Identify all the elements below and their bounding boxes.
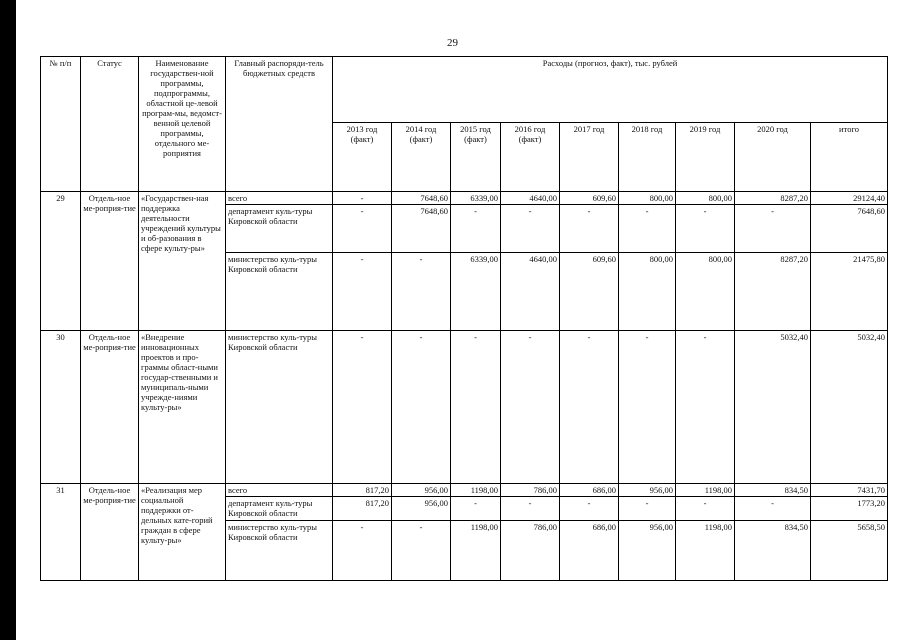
cell-value: - (392, 520, 451, 580)
cell-value: 6339,00 (451, 252, 501, 331)
header-year: 2014 год (факт) (392, 123, 451, 191)
cell-value: - (451, 205, 501, 253)
row-admin: министерство куль-туры Кировской области (226, 252, 333, 331)
row-num: 29 (41, 191, 81, 331)
row-status: Отдель-ное ме-роприя-тие (81, 483, 139, 580)
row-admin: департамент куль-туры Кировской области (226, 205, 333, 253)
cell-value: - (676, 205, 735, 253)
header-expenses: Расходы (прогноз, факт), тыс. рублей (333, 57, 888, 123)
row-num: 31 (41, 483, 81, 580)
cell-value: 1198,00 (676, 483, 735, 496)
cell-value: 956,00 (619, 483, 676, 496)
table-row (41, 191, 888, 204)
cell-value: 786,00 (501, 520, 560, 580)
header-name: Наименование государствен-ной программы, подпрограммы, областной це-левой програм-мы, ведомст-венной целевой программы, отдельного ме-роприятия (139, 57, 226, 192)
cell-total: 1773,20 (811, 497, 888, 521)
cell-value: 800,00 (619, 252, 676, 331)
row-admin: всего (226, 191, 333, 204)
table-row (41, 331, 888, 483)
cell-value: 1198,00 (676, 520, 735, 580)
cell-value: 8287,20 (735, 191, 811, 204)
row-name: «Государствен-ная поддержка деятельности учреждений культуры и об-разования в сфере культу-ры» (139, 191, 226, 331)
cell-value: - (619, 205, 676, 253)
cell-value: 956,00 (392, 483, 451, 496)
cell-total: 7648,60 (811, 205, 888, 253)
row-status: Отдель-ное ме-роприя-тие (81, 331, 139, 483)
header-num: № п/п (41, 57, 81, 192)
row-admin: всего (226, 483, 333, 496)
cell-value: 4640,00 (501, 252, 560, 331)
cell-total: 7431,70 (811, 483, 888, 496)
row-num: 30 (41, 331, 81, 483)
row-admin: министерство куль-туры Кировской области (226, 331, 333, 483)
cell-value: - (560, 205, 619, 253)
cell-value: 817,20 (333, 497, 392, 521)
cell-value: 800,00 (676, 191, 735, 204)
row-name: «Внедрение инновационных проектов и про-граммы област-ными государ-ственными и муниципаль-ными учрежде-ниями культу-ры» (139, 331, 226, 483)
scan-edge-bar (0, 0, 16, 640)
cell-value: 6339,00 (451, 191, 501, 204)
cell-value: - (735, 497, 811, 521)
header-year: 2019 год (676, 123, 735, 191)
page-number: 29 (447, 37, 458, 49)
cell-value: - (676, 497, 735, 521)
cell-value: - (333, 191, 392, 204)
row-name: «Реализация мер социальной поддержки от-дельных кате-горий граждан в сфере культу-ры» (139, 483, 226, 580)
cell-value: 800,00 (676, 252, 735, 331)
cell-value: 4640,00 (501, 191, 560, 204)
row-admin: министерство куль-туры Кировской области (226, 520, 333, 580)
cell-total: 21475,80 (811, 252, 888, 331)
cell-value: 800,00 (619, 191, 676, 204)
cell-value: 817,20 (333, 483, 392, 496)
expenses-table (40, 56, 888, 581)
cell-value: 686,00 (560, 483, 619, 496)
cell-value: 8287,20 (735, 252, 811, 331)
cell-value: 7648,60 (392, 205, 451, 253)
cell-value: - (560, 331, 619, 483)
cell-value: - (501, 205, 560, 253)
header-year: 2016 год (факт) (501, 123, 560, 191)
cell-value: - (501, 331, 560, 483)
cell-value: - (451, 497, 501, 521)
cell-value: - (333, 252, 392, 331)
cell-value: 609,60 (560, 191, 619, 204)
cell-value: - (451, 331, 501, 483)
cell-value: 786,00 (501, 483, 560, 496)
header-year: 2018 год (619, 123, 676, 191)
cell-value: - (501, 497, 560, 521)
header-status: Статус (81, 57, 139, 192)
cell-value: 686,00 (560, 520, 619, 580)
cell-value: 834,50 (735, 483, 811, 496)
cell-value: 1198,00 (451, 520, 501, 580)
cell-value: 5032,40 (735, 331, 811, 483)
cell-value: - (333, 520, 392, 580)
cell-value: - (735, 205, 811, 253)
header-total: итого (811, 123, 888, 191)
cell-value: 834,50 (735, 520, 811, 580)
cell-value: - (333, 205, 392, 253)
cell-value: 609,60 (560, 252, 619, 331)
cell-value: - (619, 331, 676, 483)
cell-value: 956,00 (619, 520, 676, 580)
cell-value: - (676, 331, 735, 483)
cell-value: 1198,00 (451, 483, 501, 496)
header-year: 2015 год (факт) (451, 123, 501, 191)
cell-value: - (392, 252, 451, 331)
header-year: 2017 год (560, 123, 619, 191)
header-admin: Главный распоряди-тель бюджетных средств (226, 57, 333, 192)
cell-value: 7648,60 (392, 191, 451, 204)
cell-total: 29124,40 (811, 191, 888, 204)
cell-value: - (333, 331, 392, 483)
cell-value: - (560, 497, 619, 521)
header-row (41, 57, 888, 123)
header-year: 2020 год (735, 123, 811, 191)
table-row (41, 483, 888, 496)
header-year: 2013 год (факт) (333, 123, 392, 191)
cell-value: - (392, 331, 451, 483)
row-admin: департамент куль-туры Кировской области (226, 497, 333, 521)
cell-total: 5032,40 (811, 331, 888, 483)
cell-value: 956,00 (392, 497, 451, 521)
cell-total: 5658,50 (811, 520, 888, 580)
cell-value: - (619, 497, 676, 521)
row-status: Отдель-ное ме-роприя-тие (81, 191, 139, 331)
